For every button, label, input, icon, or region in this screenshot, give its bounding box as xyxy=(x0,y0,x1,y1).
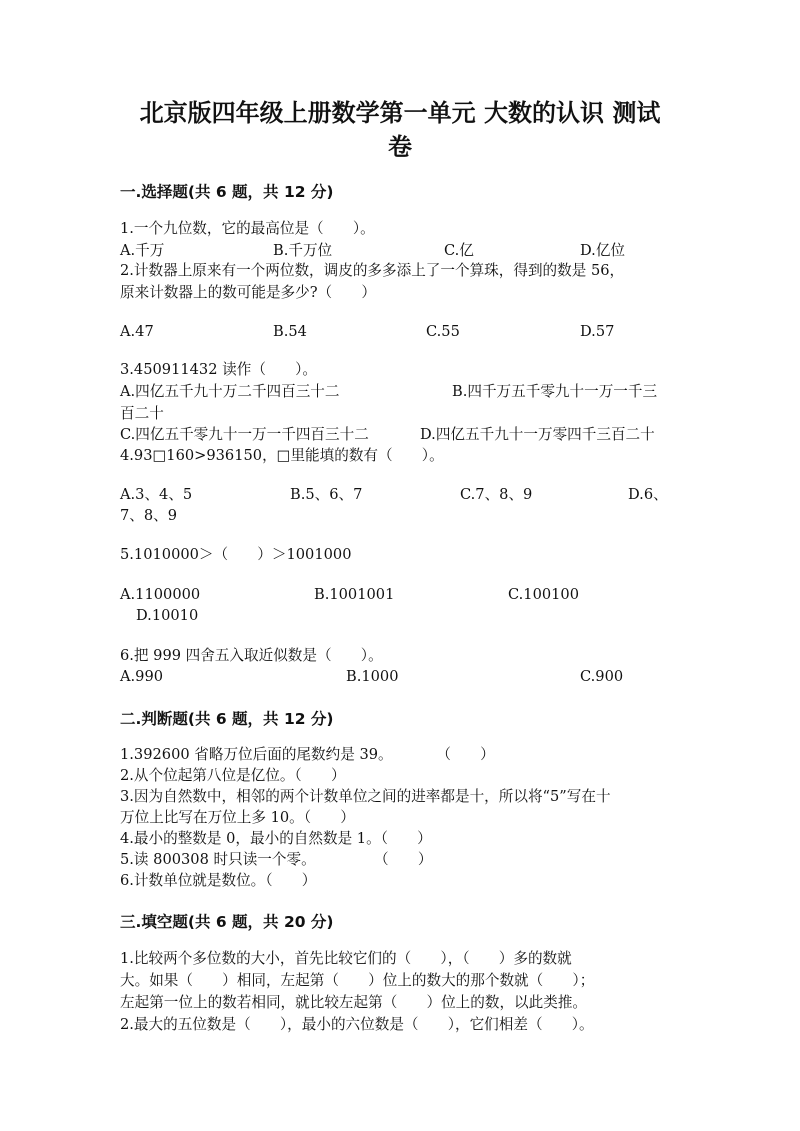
question-stem: 原来计数器上的数可能是多少?（ ） xyxy=(120,284,376,301)
fill-line: 1.比较两个多位数的大小，首先比较它们的（ ），（ ）多的数就 xyxy=(120,950,572,967)
question-stem: 2.计数器上原来有一个两位数，调皮的多多添上了一个算珠，得到的数是 56， xyxy=(120,262,625,279)
question-stem: 5.1010000＞（ ）＞1001000 xyxy=(120,546,352,563)
option-b: B.四千万五千零九十一万一千三 xyxy=(452,383,658,400)
option-d: D.57 xyxy=(580,323,615,340)
option-d: D.亿位 xyxy=(580,242,626,259)
question-stem: 4.93□160>936150，□里能填的数有（ ）。 xyxy=(120,447,444,464)
option-c: C.7、8、9 xyxy=(460,486,533,503)
judge-line: 4.最小的整数是 0，最小的自然数是 1。（ ） xyxy=(120,830,432,847)
option-b: B.54 xyxy=(273,323,307,340)
page-title xyxy=(120,96,680,164)
section-heading-fill: 三.填空题(共 6 题，共 20 分) xyxy=(120,913,334,931)
option-a: A.3、4、5 xyxy=(120,486,193,503)
option-c: C.四亿五千零九十一万一千四百三十二 xyxy=(120,426,369,443)
question-stem: 6.把 999 四舍五入取近似数是（ ）。 xyxy=(120,647,383,664)
option-a: A.四亿五千九十万二千四百三十二 xyxy=(120,383,340,400)
fill-line: 大。如果（ ）相同，左起第（ ）位上的数大的那个数就（ ）； xyxy=(120,972,595,989)
judge-line: 3.因为自然数中，相邻的两个计数单位之间的进率都是十，所以将“5”写在十 xyxy=(120,788,611,805)
title-line-2: 卷 xyxy=(388,133,412,161)
option-b: B.1000 xyxy=(346,668,399,685)
option-c: C.亿 xyxy=(444,242,474,259)
option-d: D.6、 xyxy=(628,486,668,503)
option-c: C.100100 xyxy=(508,586,579,603)
option-a: A.千万 xyxy=(120,242,165,259)
section-heading-choice: 一.选择题(共 6 题，共 12 分) xyxy=(120,183,334,201)
section-heading-judge: 二.判断题(共 6 题，共 12 分) xyxy=(120,710,334,728)
option-c: C.55 xyxy=(426,323,460,340)
option-b: B.5、6、7 xyxy=(290,486,363,503)
fill-line: 左起第一位上的数若相同，就比较左起第（ ）位上的数，以此类推。 xyxy=(120,994,588,1011)
option-d: D.四亿五千九十一万零四千三百二十 xyxy=(420,426,655,443)
judge-line: 5.读 800308 时只读一个零。 （ ） xyxy=(120,851,433,868)
judge-line: 万位上比写在万位上多 10。（ ） xyxy=(120,809,355,826)
title-line-1: 北京版四年级上册数学第一单元 大数的认识 测试 xyxy=(139,99,661,127)
option-c: C.900 xyxy=(580,668,624,685)
option-a: A.47 xyxy=(120,323,154,340)
judge-line: 1.392600 省略万位后面的尾数约是 39。 （ ） xyxy=(120,746,495,763)
judge-line: 2.从个位起第八位是亿位。（ ） xyxy=(120,767,346,784)
fill-line: 2.最大的五位数是（ ），最小的六位数是（ ），它们相差（ ）。 xyxy=(120,1016,594,1033)
option-b-continued: 百二十 xyxy=(120,405,164,422)
judge-line: 6.计数单位就是数位。（ ） xyxy=(120,872,317,889)
question-stem: 3.450911432 读作（ ）。 xyxy=(120,361,317,378)
option-b: B.千万位 xyxy=(273,242,333,259)
option-a: A.990 xyxy=(120,668,164,685)
option-b: B.1001001 xyxy=(314,586,395,603)
option-d-continued: 7、8、9 xyxy=(120,507,178,524)
question-stem: 1.一个九位数，它的最高位是（ ）。 xyxy=(120,220,375,237)
option-d: D.10010 xyxy=(136,607,199,624)
option-a: A.1100000 xyxy=(120,586,201,603)
